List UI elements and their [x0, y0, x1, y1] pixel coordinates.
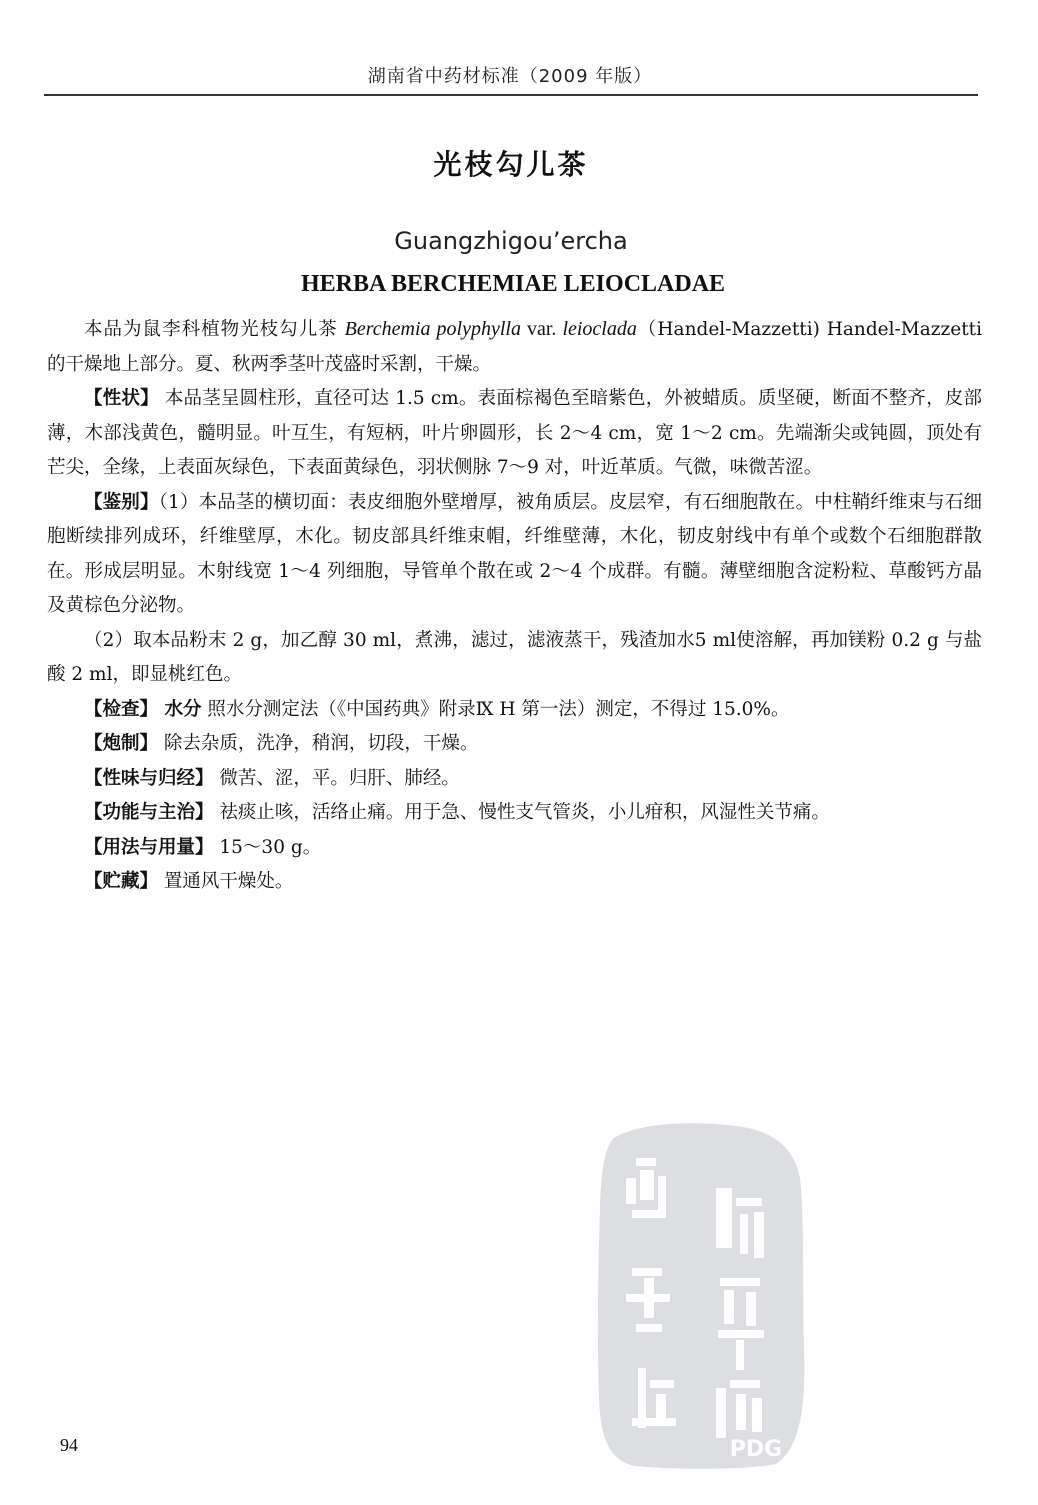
entry-title-latin: HERBA BERCHEMIAE LEIOCLADAE [300, 271, 726, 297]
monograph-body [47, 312, 982, 900]
section-yongfa [47, 831, 982, 866]
section-sublabel: 水分 [158, 698, 202, 720]
section-text: 祛痰止咳，活络止痛。用于急、慢性支气管炎，小儿疳积，风湿性关节痛。 [213, 802, 830, 823]
watermark-label: PDG [729, 1437, 783, 1462]
section-jianbie [47, 486, 982, 624]
section-text: 15～30 g。 [213, 836, 322, 858]
entry-title-pinyin: Guangzhigou’ercha [394, 227, 628, 255]
section-label: 【鉴别】 [84, 491, 159, 513]
section-label: 【性味与归经】 [84, 767, 214, 789]
intro-text-2: （Handel-Mazzetti) Handel-Mazzetti 的干燥地上部分。夏、秋两季茎叶茂盛时采割，干燥。 [47, 319, 982, 375]
section-label: 【检查】 [84, 698, 159, 720]
section-label: 【功能与主治】 [84, 802, 214, 823]
section-label: 【性状】 [84, 388, 159, 409]
running-header: 湖南省中药材标准（2009 年版） [367, 66, 653, 87]
section-jiancha [47, 693, 982, 728]
page-number: 94 [60, 1435, 78, 1455]
section-text: （2）取本品粉末 2 g，加乙醇 30 ml，煮沸，滤过，滤液蒸干，残渣加水5 ml使溶解，再加镁粉 0.2 g 与盐酸 2 ml，即显桃红色。 [47, 629, 982, 685]
section-zhucang [47, 865, 982, 900]
section-text: 微苦、涩，平。归肝、肺经。 [213, 767, 460, 789]
section-label: 【炮制】 [84, 733, 159, 754]
intro-text-1: 本品为鼠李科植物光枝勾儿茶 [84, 319, 345, 340]
intro-paragraph [47, 312, 982, 382]
section-text: 本品茎呈圆柱形，直径可达 1.5 cm。表面棕褐色至暗紫色，外被蜡质。质坚硬，断面不整齐，皮部薄，木部浅黄色，髓明显。叶互生，有短柄，叶片卵圆形，长 2～4 cm，宽 1～2 cm。先端渐尖或钝圆，顶处有芒尖，全缘，上表面灰绿色，下表面黄绿色，羽状侧脉 7～9 对，叶近革质。气微，味微苦涩。 [47, 388, 982, 478]
watermark-seal [596, 1118, 806, 1470]
section-text: （1）本品茎的横切面：表皮细胞外壁增厚，被角质层。皮层窄，有石细胞散在。中柱鞘纤维束与石细胞断续排列成环，纤维壁厚，木化。韧皮部具纤维束帽，纤维壁薄，木化，韧皮射线中有单个或数个石细胞群散在。形成层明显。木射线宽 1～4 列细胞，导管单个散在或 2～4 个成群。有髓。薄壁细胞含淀粉粒、草酸钙方晶及黄棕色分泌物。 [47, 491, 982, 616]
section-jianbie-2 [47, 624, 982, 693]
section-text: 照水分测定法（《中国药典》附录Ⅸ H 第一法）测定，不得过 15.0%。 [201, 698, 790, 720]
entry-title-chinese: 光枝勾儿茶 [433, 148, 589, 181]
section-gongneng [47, 796, 982, 831]
latin-variety: leioclada [562, 318, 637, 340]
section-label: 【贮藏】 [84, 871, 159, 892]
section-text: 置通风干燥处。 [158, 871, 294, 892]
header-rule [44, 94, 978, 96]
latin-species: Berchemia polyphylla [344, 318, 521, 340]
var-label: var. [520, 318, 563, 340]
section-xingwei [47, 762, 982, 797]
section-xingzhuang [47, 382, 982, 486]
section-text: 除去杂质，洗净，稍润，切段，干燥。 [158, 733, 479, 754]
section-paozhi [47, 727, 982, 762]
section-label: 【用法与用量】 [84, 836, 214, 858]
